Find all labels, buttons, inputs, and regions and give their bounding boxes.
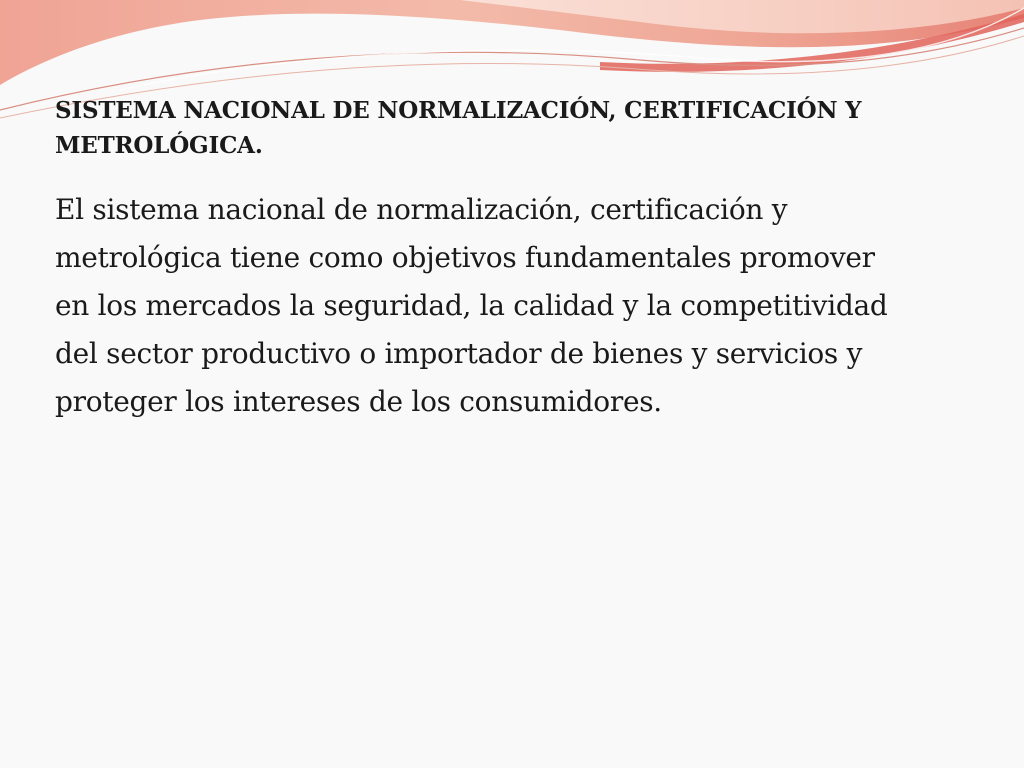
slide-title: SISTEMA NACIONAL DE NORMALIZACIÓN, CERTIFICACIÓN Y METROLÓGICA. [55,97,862,159]
slide-body-text: El sistema nacional de normalización, certificación y metrológica tiene como objetivos fundamentales promover en los mercados la seguridad, la calidad y la competitividad del sector productivo o importador de bienes y servicios y proteger los intereses de los consumidores. [55,193,888,418]
